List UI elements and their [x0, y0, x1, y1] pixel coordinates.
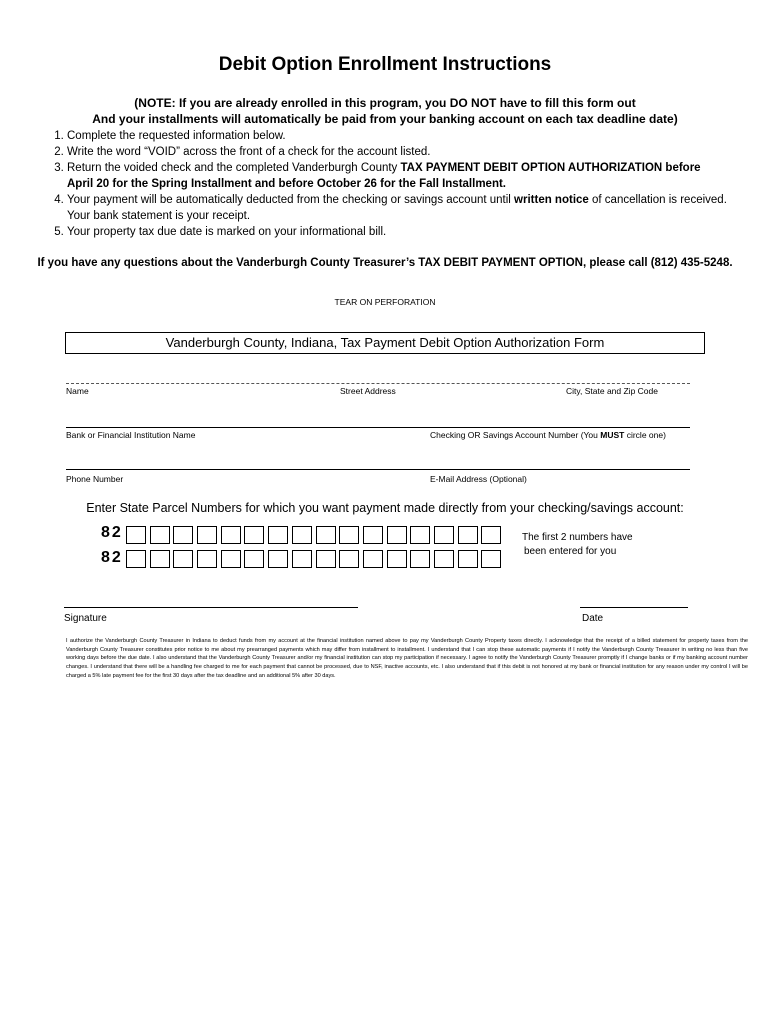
account-label-must: MUST: [600, 430, 625, 440]
date-label: Date: [582, 613, 604, 624]
parcel-digit-box[interactable]: [410, 550, 430, 568]
parcel-digit-box[interactable]: [150, 526, 170, 544]
parcel-digit-box[interactable]: [434, 526, 454, 544]
parcel-digit-box[interactable]: [173, 550, 193, 568]
parcel-digit-box[interactable]: [481, 550, 501, 568]
parcel-digit-box[interactable]: [387, 550, 407, 568]
parcel-digit-box[interactable]: [339, 526, 359, 544]
instruction-steps: [30, 128, 770, 240]
parcel-note-line-1: The first 2 numbers have: [522, 532, 633, 543]
parcel-note-line-2: been entered for you: [524, 546, 617, 557]
step-4-post: of cancellation is received.: [588, 194, 727, 206]
account-label-post: circle one): [624, 430, 666, 440]
step-5: [67, 224, 770, 240]
parcel-digit-box[interactable]: [292, 550, 312, 568]
tear-on-perforation: TEAR ON PERFORATION: [334, 297, 436, 307]
parcel-digit-box[interactable]: [221, 526, 241, 544]
bank-account-line[interactable]: [66, 427, 690, 428]
parcel-digit-box[interactable]: [244, 526, 264, 544]
step-3-bold: TAX PAYMENT DEBIT OPTION AUTHORIZATION before: [400, 162, 701, 174]
parcel-digit-box[interactable]: [173, 526, 193, 544]
parcel-digit-box[interactable]: [363, 550, 383, 568]
parcel-digit-box[interactable]: [197, 526, 217, 544]
street-address-label: Street Address: [340, 386, 396, 396]
parcel-digit-box[interactable]: [387, 526, 407, 544]
parcel-digit-box[interactable]: [268, 550, 288, 568]
step-5-text: Your property tax due date is marked on your informational bill.: [67, 226, 387, 238]
step-2: [67, 144, 770, 160]
step-1: [67, 128, 770, 144]
parcel-digit-box[interactable]: [434, 550, 454, 568]
parcel-digit-box[interactable]: [481, 526, 501, 544]
step-4-bold: written notice: [514, 194, 589, 206]
parcel-digit-box[interactable]: [363, 526, 383, 544]
parcel-prefix-2: 82: [101, 549, 123, 566]
parcel-digit-box[interactable]: [316, 526, 336, 544]
account-label-text: Checking OR Savings Account Number (You: [430, 430, 601, 440]
bank-label: Bank or Financial Institution Name: [66, 430, 196, 440]
name-address-line[interactable]: [66, 383, 690, 384]
parcel-digit-box[interactable]: [150, 550, 170, 568]
step-4-text: Your payment will be automatically deducted from the checking or savings account until: [67, 194, 515, 206]
step-3-deadlines: April 20 for the Spring Installment and before October 26 for the Fall Installment.: [67, 178, 506, 190]
date-line[interactable]: [580, 607, 688, 608]
step-2-text: Write the word “VOID” across the front of a check for the account listed.: [67, 146, 431, 158]
parcel-number-row-2[interactable]: [126, 550, 505, 568]
name-label: Name: [66, 386, 89, 396]
authorization-statement: I authorize the Vanderburgh County Treasurer in Indiana to deduct funds from my account at the financial institution named above to pay my Vanderburgh County Property taxes directly. I acknowledge that the receipt of a billed statement for property taxes from the Vanderburgh County Treasurer constitutes prior notice to me about my prearranged payments which may differ from installment to installment. I understand that I can stop these automatic payments if I notify the Vanderburgh County Treasurer in writing no less than five working days before the due date. I also understand that the Vanderburgh County Treasurer and/or my financial institution can stop my participation if necessary. I agree to notify the Vanderburgh County Treasurer promptly if I change banks or if my banking account number changes. I understand that there will be a handling fee charged to me for each payment that cannot be processed, due to NSF, inactive accounts, etc. I also understand that if this debit is not honored at my bank or financial institution for any reason under my control I will be charged a 5% late payment fee for the first 30 days after the tax deadline and an additional 5% after 30 days.: [66, 638, 748, 679]
note-line-1: (NOTE: If you are already enrolled in this program, you DO NOT have to fill this form out: [134, 96, 636, 110]
parcel-digit-box[interactable]: [221, 550, 241, 568]
phone-email-line[interactable]: [66, 469, 690, 470]
parcel-prefix-1: 82: [101, 524, 123, 541]
step-4-line2: Your bank statement is your receipt.: [67, 210, 251, 222]
step-4: [67, 192, 770, 224]
parcel-digit-box[interactable]: [316, 550, 336, 568]
parcel-digit-box[interactable]: [339, 550, 359, 568]
city-state-zip-label: City, State and Zip Code: [566, 386, 658, 396]
phone-label: Phone Number: [66, 474, 124, 484]
signature-line[interactable]: [64, 607, 358, 608]
parcel-digit-box[interactable]: [292, 526, 312, 544]
step-1-text: Complete the requested information below.: [67, 130, 286, 142]
parcel-digit-box[interactable]: [268, 526, 288, 544]
step-3: [67, 160, 770, 192]
parcel-digit-box[interactable]: [126, 550, 146, 568]
parcel-digit-box[interactable]: [458, 526, 478, 544]
parcel-digit-box[interactable]: [126, 526, 146, 544]
parcel-digit-box[interactable]: [410, 526, 430, 544]
parcel-digit-box[interactable]: [244, 550, 264, 568]
note-line-2: And your installments will automatically be paid from your banking account on each tax deadline date): [92, 112, 678, 126]
parcel-digit-box[interactable]: [197, 550, 217, 568]
questions-contact: If you have any questions about the Vanderburgh County Treasurer’s TAX DEBIT PAYMENT OPTION, please call (812) 435-5248.: [37, 257, 733, 269]
page-title: Debit Option Enrollment Instructions: [218, 54, 552, 75]
parcel-instructions: Enter State Parcel Numbers for which you want payment made directly from your checking/savings account:: [86, 501, 684, 515]
account-number-label: [430, 430, 666, 440]
step-3-text: Return the voided check and the completed Vanderburgh County: [67, 162, 401, 174]
signature-label: Signature: [64, 613, 107, 624]
form-title-box: Vanderburgh County, Indiana, Tax Payment Debit Option Authorization Form: [65, 332, 705, 354]
parcel-number-row-1[interactable]: [126, 526, 505, 544]
email-label: E-Mail Address (Optional): [430, 474, 527, 484]
parcel-digit-box[interactable]: [458, 550, 478, 568]
